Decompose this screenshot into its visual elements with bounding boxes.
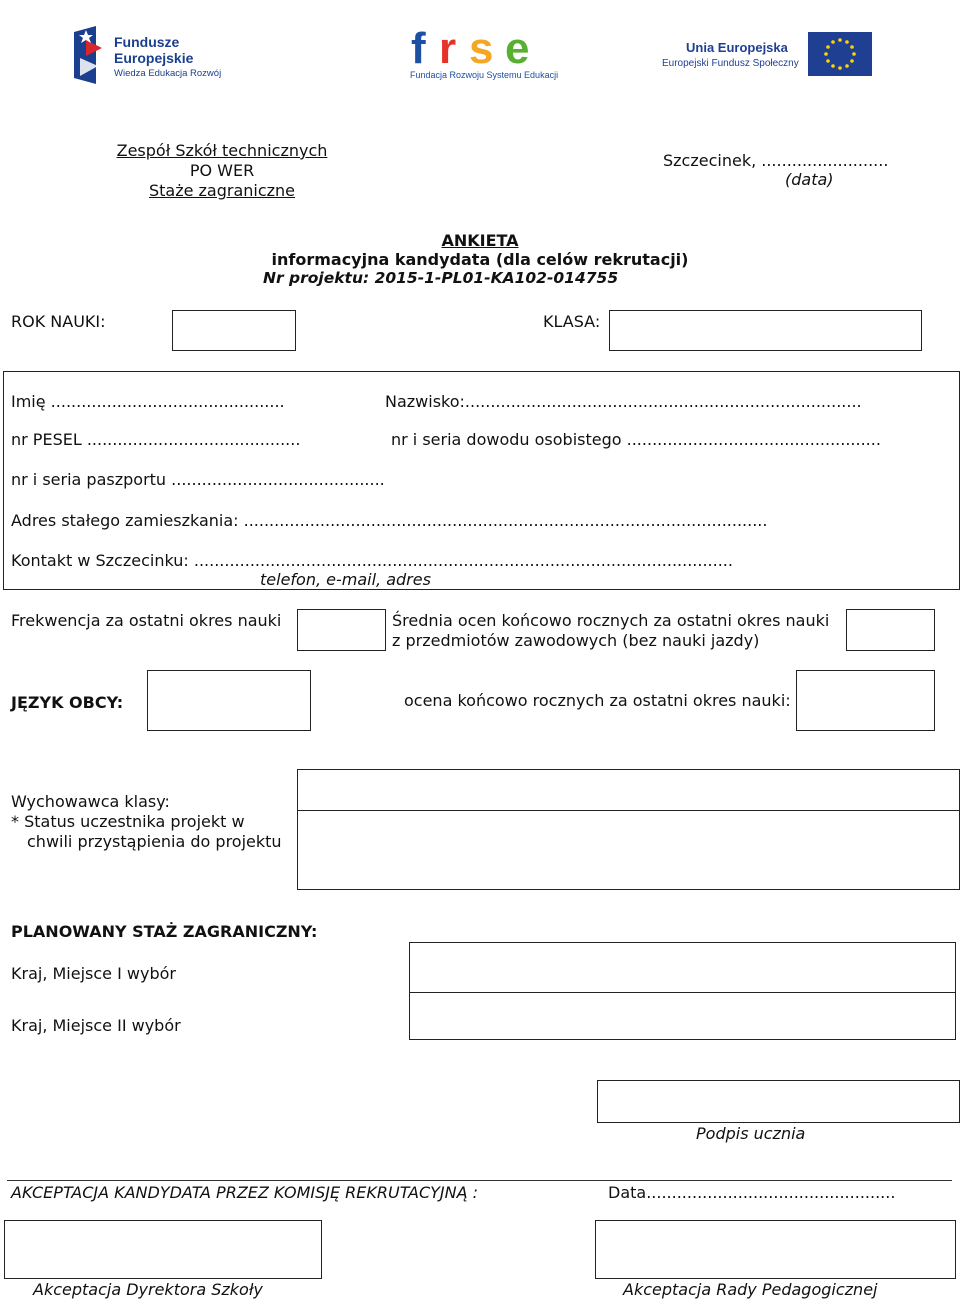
srednia-label-line2: z przedmiotów zawodowych (bez nauki jazdy): [392, 631, 760, 650]
school-name: Zespół Szkół technicznych: [116, 141, 328, 160]
wybor2-label: Kraj, Miejsce II wybór: [11, 1016, 181, 1035]
program-name: PO WER: [189, 161, 255, 180]
wybor1-input[interactable]: [409, 942, 956, 994]
fundusze-europejskie-emblem-icon: [72, 26, 108, 84]
status-label-line2: chwili przystąpienia do projektu: [27, 832, 282, 851]
logo-frse: [409, 24, 559, 84]
podpis-ucznia-label: Podpis ucznia: [696, 1124, 806, 1143]
program-subtitle: Staże zagraniczne: [148, 181, 296, 200]
form-subtitle: informacyjna kandydata (dla celów rekrutacji): [271, 250, 689, 269]
imie-field[interactable]: Imię ..............................................: [11, 392, 285, 411]
srednia-input[interactable]: [846, 609, 935, 651]
nazwisko-field[interactable]: Nazwisko:..............................................................................: [385, 392, 862, 411]
klasa-input[interactable]: [609, 310, 922, 351]
frekwencja-label: Frekwencja za ostatni okres nauki: [11, 611, 282, 630]
fe-line2: Europejskie: [114, 50, 194, 66]
dowod-field[interactable]: nr i seria dowodu osobistego ..................................................: [391, 430, 881, 449]
acceptance-divider: [7, 1180, 952, 1181]
kontakt-hint: telefon, e-mail, adres: [260, 570, 431, 589]
rok-nauki-label: ROK NAUKI:: [11, 312, 106, 331]
podpis-ucznia-box[interactable]: [597, 1080, 960, 1123]
ue-line2: Europejski Fundusz Społeczny: [662, 58, 799, 69]
paszport-field[interactable]: nr i seria paszportu ..........................................: [11, 470, 385, 489]
eu-flag-icon: [808, 32, 872, 76]
rada-signature-box[interactable]: [595, 1220, 956, 1279]
form-title: ANKIETA: [441, 231, 519, 250]
kontakt-field[interactable]: Kontakt w Szczecinku: ..........................................................................................................: [11, 551, 733, 570]
data-field[interactable]: Data.................................................: [608, 1183, 896, 1202]
place-date: Szczecinek, .........................: [663, 151, 889, 170]
logo-unia-europejska: [660, 32, 872, 78]
klasa-label: KLASA:: [543, 312, 601, 331]
ocena-jezyk-label: ocena końcowo rocznych za ostatni okres nauki:: [404, 691, 791, 710]
rada-label: Akceptacja Rady Pedagogicznej: [623, 1280, 878, 1299]
dyrektor-signature-box[interactable]: [4, 1220, 322, 1279]
status-input[interactable]: [297, 810, 960, 890]
wychowawca-label: Wychowawca klasy:: [11, 792, 170, 811]
frse-caption: Fundacja Rozwoju Systemu Edukacji: [410, 70, 559, 80]
status-label-line1: * Status uczestnika projekt w: [11, 812, 245, 831]
logo-fundusze-europejskie: [72, 26, 232, 86]
frse-mark: f r s e: [411, 24, 530, 73]
rok-nauki-input[interactable]: [172, 310, 296, 351]
wybor2-input[interactable]: [409, 992, 956, 1040]
wychowawca-input[interactable]: [297, 769, 960, 812]
project-number: Nr projektu: 2015-1-PL01-KA102-014755: [263, 269, 619, 287]
ue-line1: Unia Europejska: [686, 40, 788, 55]
jezyk-obcy-input[interactable]: [147, 670, 311, 731]
jezyk-obcy-label: JĘZYK OBCY:: [11, 693, 124, 712]
date-hint: (data): [785, 170, 834, 189]
akceptacja-heading: AKCEPTACJA KANDYDATA PRZEZ KOMISJĘ REKRUTACYJNĄ :: [11, 1183, 479, 1202]
wybor1-label: Kraj, Miejsce I wybór: [11, 964, 176, 983]
adres-field[interactable]: Adres stałego zamieszkania: .......................................................................................................: [11, 511, 768, 530]
fe-line3: Wiedza Edukacja Rozwój: [114, 68, 222, 79]
fe-line1: Fundusze: [114, 34, 180, 50]
srednia-label-line1: Średnia ocen końcowo rocznych za ostatni okres nauki: [392, 611, 830, 630]
ocena-jezyk-input[interactable]: [796, 670, 935, 731]
dyrektor-label: Akceptacja Dyrektora Szkoły: [33, 1280, 263, 1299]
frekwencja-input[interactable]: [297, 609, 386, 651]
school-header: [110, 141, 334, 201]
planowany-staz-heading: PLANOWANY STAŻ ZAGRANICZNY:: [11, 922, 318, 941]
pesel-field[interactable]: nr PESEL ..........................................: [11, 430, 301, 449]
